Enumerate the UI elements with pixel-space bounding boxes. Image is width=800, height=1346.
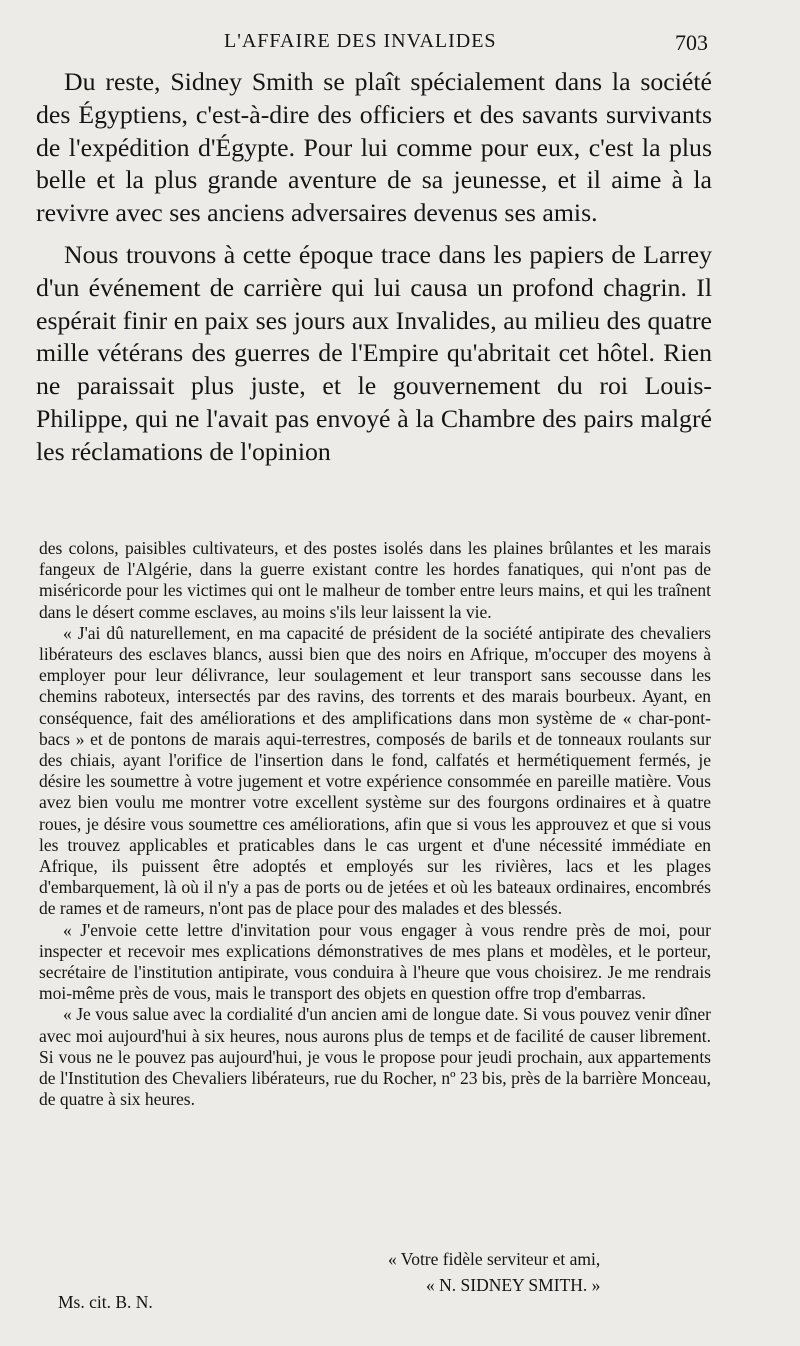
footnote-paragraph-4: « Je vous salue avec la cordialité d'un ancien ami de longue date. Si vous pouvez venir dîner avec moi aujourd'hui à six heures, nous aurons plus de temps et de facilité de causer librement. Si vous ne le pouvez pas aujourd'hui, je vous le propose pour jeudi prochain, aux appartements de l'Institution des Chevaliers libérateurs, rue du Rocher, nº 23 bis, près de la barrière Monceau, de quatre à six heures. [39, 1004, 711, 1110]
footnote-paragraph-1: des colons, paisibles cultivateurs, et des postes isolés dans les plaines brûlantes et les marais fangeux de l'Algérie, dans la guerre existant contre les hordes fanatiques, qui n'ont pas de miséricorde pour les victimes qui ont le malheur de tomber entre leurs mains, et qui les traînent dans le désert comme esclaves, au moins s'ils leur laissent la vie. [39, 538, 711, 622]
page-header [38, 24, 708, 64]
main-paragraph-2: Nous trouvons à cette époque trace dans les papiers de Larrey d'un événement de carrière qui lui causa un profond chagrin. Il espérait finir en paix ses jours aux Invalides, au milieu des quatre mille vétérans des guerres de l'Empire qu'abritait cet hôtel. Rien ne paraissait plus juste, et le gouvernement du roi Louis-Philippe, qui ne l'avait pas envoyé à la Chambre des pairs malgré les réclamations de l'opinion [36, 239, 712, 466]
letter-signature [388, 1246, 708, 1298]
signatory-name: « N. SIDNEY SMITH. » [426, 1275, 601, 1295]
source-citation: Ms. cit. B. N. [58, 1292, 153, 1312]
main-paragraph-1: Du reste, Sidney Smith se plaît spécialement dans la société des Égyptiens, c'est-à-dire des officiers et des savants survivants de l'expédition d'Égypte. Pour lui comme pour eux, c'est la plus belle et la plus grande aventure de sa jeunesse, et il aime à la revivre avec ses anciens adversaires devenus ses amis. [36, 67, 712, 228]
footnote-paragraph-3: « J'envoie cette lettre d'invitation pour vous engager à vous rendre près de moi, pour inspecter et recevoir mes explications démonstratives de mes plans et modèles, et le porteur, secrétaire de l'institution antipirate, vous conduira à l'heure que vous choisirez. Je me rendrais moi-même près de vous, mais le transport des objets en question offre trop d'embarras. [39, 919, 711, 1004]
letter-closing: « Votre fidèle serviteur et ami, [388, 1249, 601, 1269]
footnote [39, 538, 711, 1110]
footnote-paragraph-2: « J'ai dû naturellement, en ma capacité de président de la société antipirate des chevaliers libérateurs des esclaves blancs, aussi bien que des noirs en Afrique, m'occuper des moyens à employer pour leur délivrance, leur soulagement et leur transport sans secousse dans les chemins raboteux, intersectés par des ravins, des torrents et des marais bourbeux. Ayant, en conséquence, fait des améliorations et des amplifications dans mon système de « char-pont-bacs » et de pontons de marais aqui-terrestres, composés de barils et de tonneaux roulants sur des chiais, ayant l'orifice de l'insertion dans le fond, calfatés et hermétiquement fermés, je désire les soumettre à votre jugement et votre expérience consommée en pareille matière. Vous avez bien voulu me montrer votre excellent système sur des fourgons ordinaires et à quatre roues, je désire vous soumettre ces améliorations, afin que si vous les approuvez et que si vous les trouvez applicables et praticables dans le cas urgent et d'une nécessité immédiate en Afrique, ils puissent être adoptés et employés sur les rivières, lacs et les plages d'embarquement, là où il n'y a pas de ports ou de jetées et où les bateaux ordinaires, encombrés de rames et de rameurs, n'ont pas de place pour des malades et des blessés. [39, 622, 711, 919]
running-title: L'AFFAIRE DES INVALIDES [224, 30, 497, 52]
main-text [36, 66, 712, 478]
page-number: 703 [675, 30, 708, 55]
